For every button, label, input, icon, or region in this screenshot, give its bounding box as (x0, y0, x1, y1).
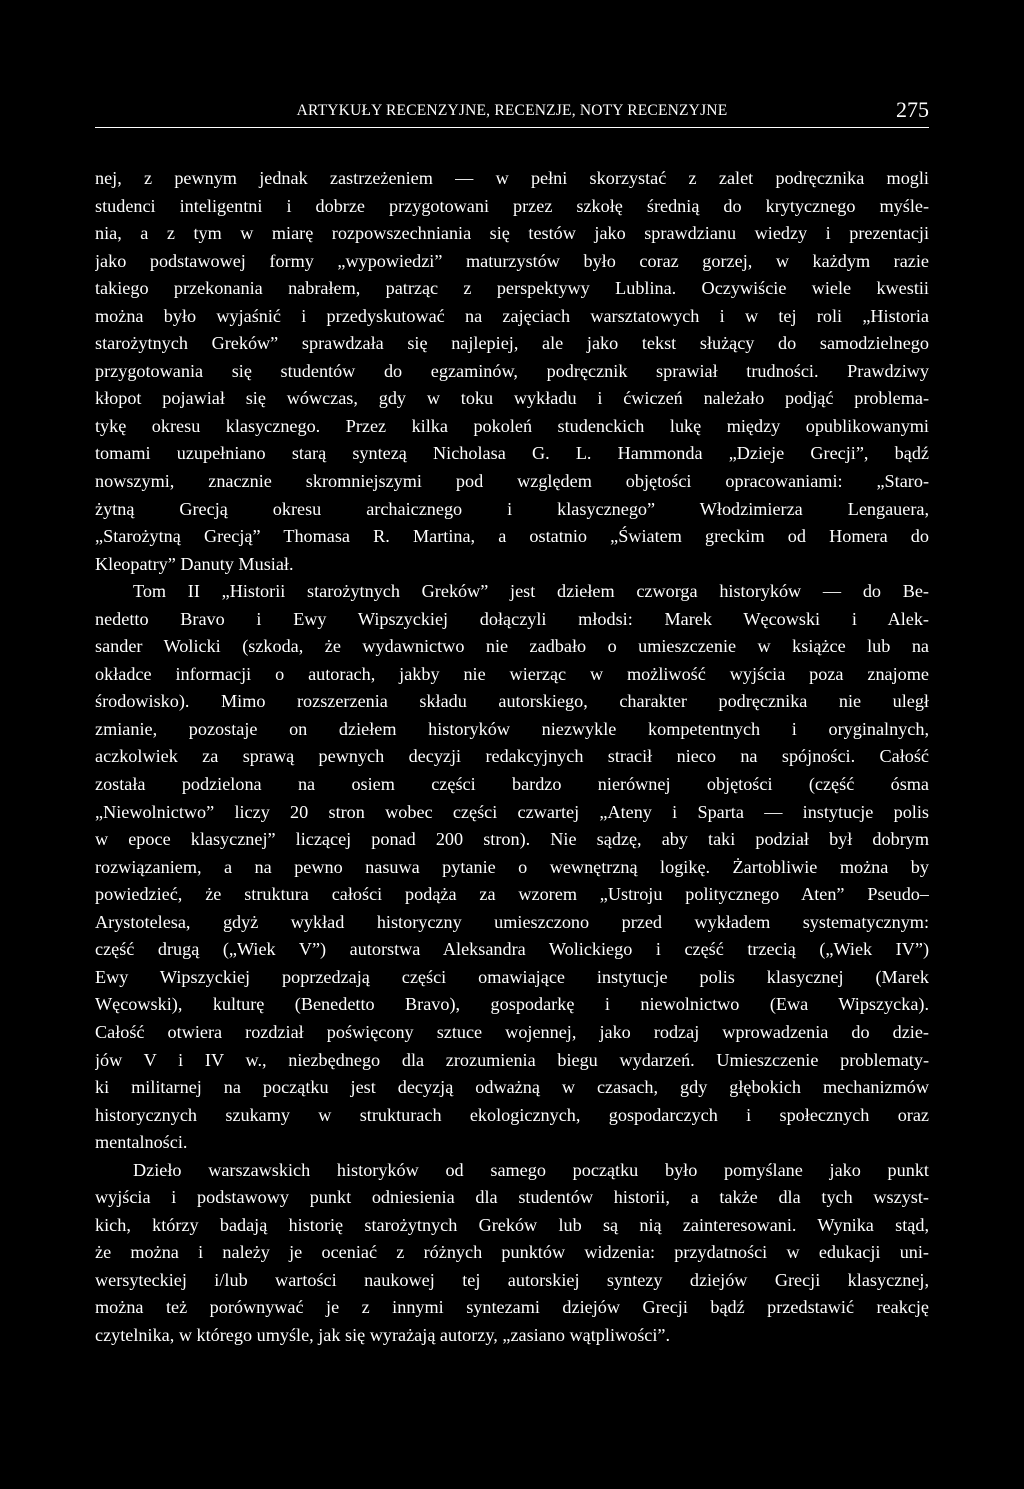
text-line: aczkolwiek za sprawą pewnych decyzji redakcyjnych stracił nieco na spójności. Całość (95, 746, 929, 767)
text-line: Całość otwiera rozdział poświęcony sztuce wojennej, jako rodzaj wprowadzenia do dzie- (95, 1021, 929, 1042)
text-line: można też porównywać je z innymi syntezami dziejów Grecji bądź przedstawić reakcję (95, 1297, 929, 1318)
text-line: została podzielona na osiem części bardzo nierównej objętości (część ósma (95, 774, 929, 795)
text-line: historycznych szukamy w strukturach ekologicznych, gospodarczych i społecznych oraz (95, 1104, 929, 1125)
text-line: nowszymi, znacznie skromniejszymi pod względem objętości opracowaniami: „Staro- (95, 471, 929, 492)
text-line: „Starożytną Grecją” Thomasa R. Martina, a ostatnio „Światem greckim od Homera do (95, 526, 929, 547)
text-line: jako podstawowej formy „wypowiedzi” maturzystów było coraz gorzej, w każdym razie (95, 250, 929, 271)
text-line: środowisko). Mimo rozszerzenia składu autorskiego, charakter podręcznika nie uległ (95, 691, 929, 712)
text-line: rozwiązaniem, a na pewno nasuwa pytanie o wewnętrzną logikę. Żartobliwie można by (95, 856, 929, 877)
text-line: ki militarnej na początku jest decyzją odważną w czasach, gdy głębokich mechanizmów (95, 1077, 929, 1098)
text-line: Dzieło warszawskich historyków od samego początku było pomyślane jako punkt (133, 1159, 929, 1180)
text-line: wyjścia i podstawowy punkt odniesienia dla studentów historii, a także dla tych wszyst- (95, 1187, 929, 1208)
text-line: kłopot pojawiał się wówczas, gdy w toku wykładu i ćwiczeń należało podjąć problema- (95, 388, 929, 409)
text-line: tomami uzupełniano starą syntezą Nicholasa G. L. Hammonda „Dzieje Grecji”, bądź (95, 443, 929, 464)
text-line: przygotowania się studentów do egzaminów, podręcznik sprawiał trudności. Prawdziwy (95, 360, 929, 381)
text-line: kich, którzy badają historię starożytnych Greków lub są nią zainteresowani. Wynika stąd, (95, 1214, 929, 1235)
text-line: studenci inteligentni i dobrze przygotowani przez szkołę średnią do krytycznego myśle- (95, 195, 929, 216)
text-line: starożytnych Greków” sprawdzała się najlepiej, ale jako tekst służący do samodzielnego (95, 333, 929, 354)
running-head-title: ARTYKUŁY RECENZYJNE, RECENZJE, NOTY RECENZYJNE (296, 102, 728, 119)
text-line: czytelnika, w którego umyśle, jak się wyrażają autorzy, „zasiano wątpliwości”. (95, 1324, 671, 1345)
text-line: jów V i IV w., niezbędnego dla zrozumienia biegu wydarzeń. Umieszczenie problematy- (95, 1049, 929, 1070)
text-line: nedetto Bravo i Ewy Wipszyckiej dołączyli młodsi: Marek Węcowski i Alek- (95, 608, 929, 629)
text-line: Arystotelesa, gdyż wykład historyczny umieszczono przed wykładem systematycznym: (95, 911, 929, 932)
text-line: mentalności. (95, 1132, 188, 1153)
text-line: można było wyjaśnić i przedyskutować na zajęciach warsztatowych i w tej roli „Historia (95, 305, 929, 326)
text-line: sander Wolicki (szkoda, że wydawnictwo nie zadbało o umieszczenie w książce lub na (95, 636, 929, 657)
text-line: zmianie, pozostaje on dziełem historyków niezwykle kompetentnych i oryginalnych, (95, 718, 929, 739)
text-line: nej, z pewnym jednak zastrzeżeniem — w pełni skorzystać z zalet podręcznika mogli (95, 168, 929, 188)
text-line: takiego przekonania nabrałem, patrząc z perspektywy Lublina. Oczywiście wiele kwestii (95, 278, 929, 299)
header-rule (95, 127, 929, 128)
text-line: „Niewolnictwo” liczy 20 stron wobec części czwartej „Ateny i Sparta — instytucje polis (95, 801, 929, 822)
text-line: Węcowski), kulturę (Benedetto Bravo), gospodarkę i niewolnictwo (Ewa Wipszycka). (95, 994, 929, 1015)
text-line: żytną Grecją okresu archaicznego i klasycznego” Włodzimierza Lengauera, (95, 498, 929, 519)
page-number: 275 (896, 97, 929, 122)
text-line: powiedzieć, że struktura całości podąża za wzorem „Ustroju politycznego Aten” Pseudo– (95, 884, 929, 905)
text-line: tykę okresu klasycznego. Przez kilka pokoleń studenckich lukę między opublikowanymi (95, 415, 929, 436)
running-header (95, 96, 929, 126)
text-line: wersyteckiej i/lub wartości naukowej tej autorskiej syntezy dziejów Grecji klasycznej, (95, 1269, 929, 1290)
text-line: okładce informacji o autorach, jakby nie wierząc w możliwość wyjścia poza znajome (95, 663, 929, 684)
text-line: w epoce klasycznej” liczącej ponad 200 stron). Nie sądzę, aby taki podział był dobrym (95, 829, 929, 850)
text-line: że można i należy je oceniać z różnych punktów widzenia: przydatności w edukacji uni- (95, 1242, 929, 1263)
text-line: Kleopatry” Danuty Musiał. (95, 553, 294, 574)
text-line: Tom II „Historii starożytnych Greków” jest dziełem czworga historyków — do Be- (133, 581, 929, 602)
article-body (95, 165, 929, 1350)
text-line: część drugą („Wiek V”) autorstwa Aleksandra Wolickiego i część trzecią („Wiek IV”) (95, 939, 929, 960)
text-line: nia, a z tym w miarę rozpowszechniania się testów jako sprawdzianu wiedzy i prezentacji (95, 223, 929, 244)
text-line: Ewy Wipszyckiej poprzedzają części omawiające instytucje polis klasycznej (Marek (95, 966, 929, 987)
